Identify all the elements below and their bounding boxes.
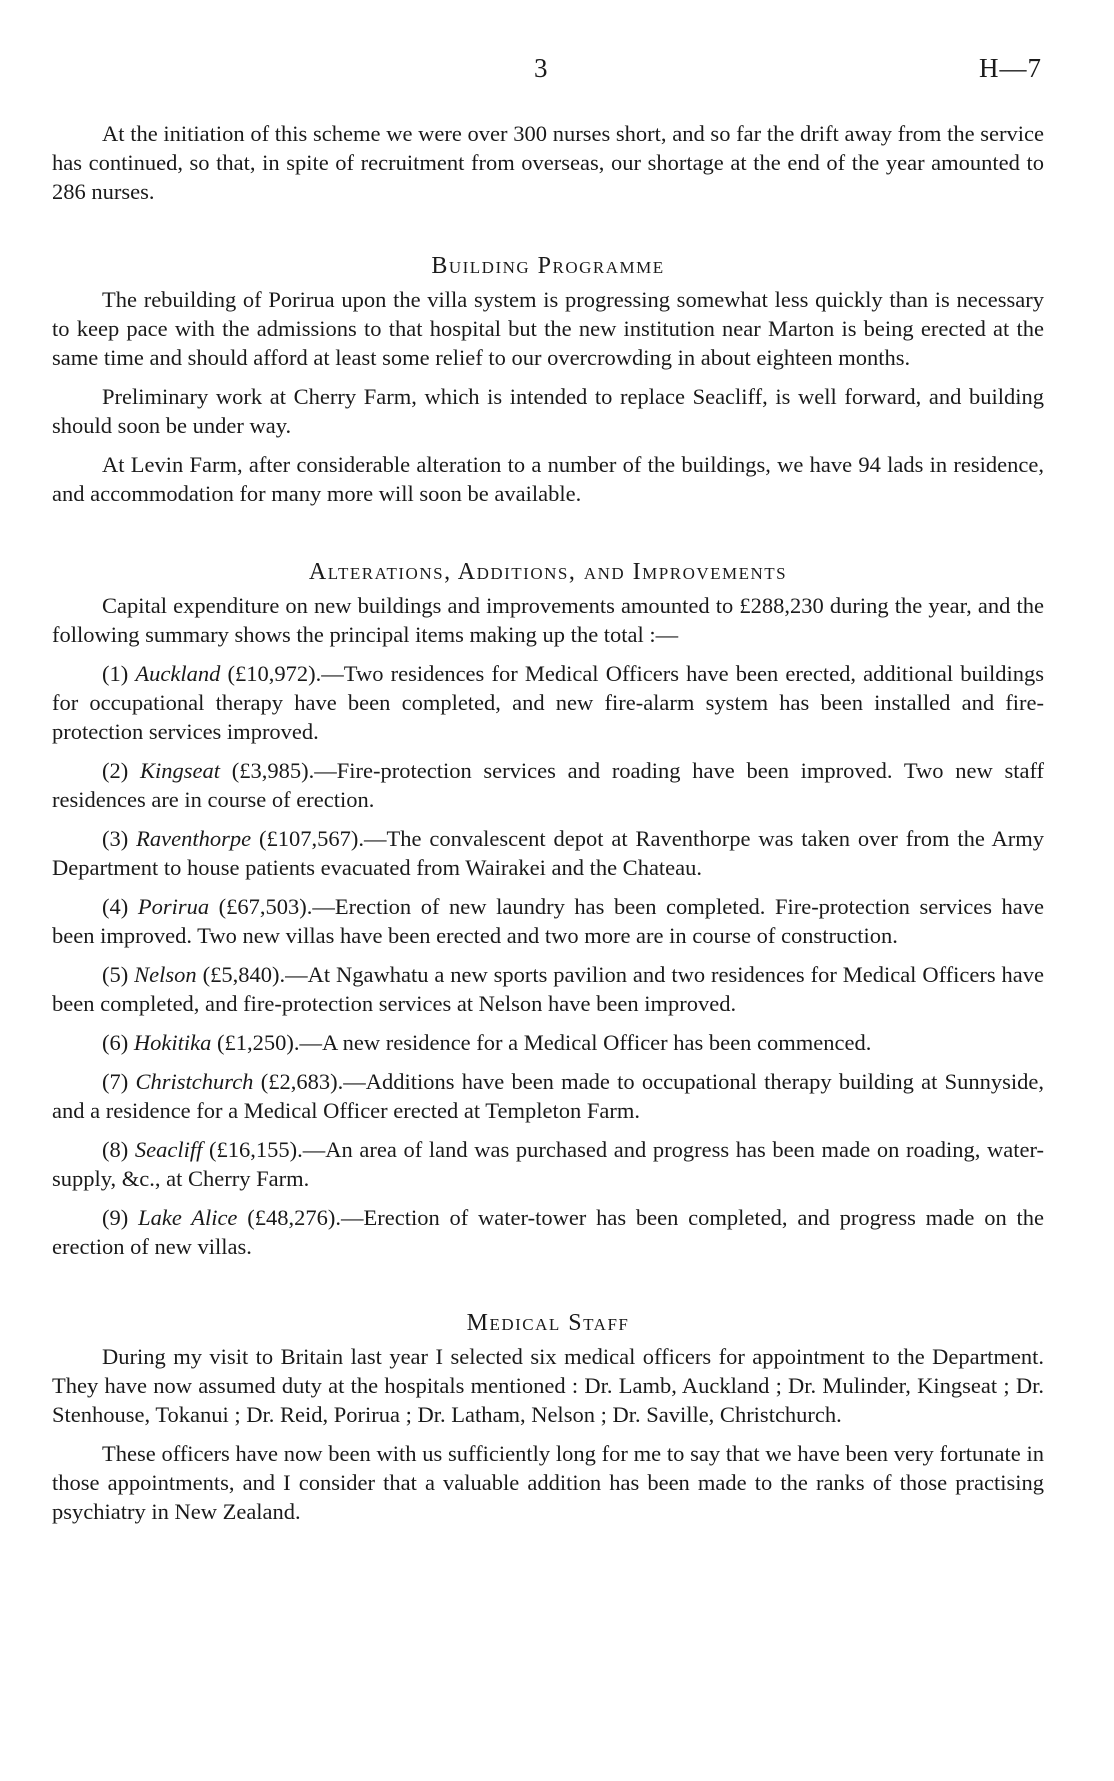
building-paragraph: At Levin Farm, after considerable alteration to a number of the buildings, we have 94 lads in residence, and accommodation for many more will soon be available. xyxy=(52,452,1044,506)
item-number: (5) xyxy=(102,962,129,987)
item-place: Kingseat xyxy=(139,758,220,783)
expenditure-item xyxy=(52,1203,1044,1261)
report-code: H—7 xyxy=(979,53,1042,83)
item-place: Christchurch xyxy=(135,1069,254,1094)
item-number: (6) xyxy=(102,1030,129,1055)
expenditure-item xyxy=(52,659,1044,746)
medical-staff-paragraph: During my visit to Britain last year I selected six medical officers for appointment to the Department. They have now assumed duty at the hospitals mentioned : Dr. Lamb, Auckland ; Dr. Mulinder, Kingseat ; Dr. Stenhouse, Tokanui ; Dr. Reid, Porirua ; Dr. Latham, Nelson ; Dr. Saville, Christchurch. xyxy=(52,1344,1044,1427)
expenditure-item xyxy=(52,1135,1044,1193)
item-amount: (£3,985). xyxy=(231,758,315,783)
item-number: (2) xyxy=(102,758,129,783)
item-amount: (£67,503). xyxy=(218,894,313,919)
item-text: —Additions have been made to occupational therapy building at Sunnyside, and a residence for a Medical Officer erected at Templeton Farm. xyxy=(52,1069,1045,1123)
item-number: (8) xyxy=(102,1137,129,1162)
item-number: (1) xyxy=(102,661,129,686)
item-text: —Erection of new laundry has been completed. Fire-protection services have been improved. Two new villas have been erected and two more are in course of construction. xyxy=(52,894,1044,948)
building-paragraph: The rebuilding of Porirua upon the villa system is progressing somewhat less quickly than is necessary to keep pace with the admissions to that hospital but the new institution near Marton is being erected at the same time and should afford at least some relief to our overcrowding in about eighteen months. xyxy=(52,287,1044,370)
item-text: —Fire-protection services and roading have been improved. Two new staff residences are in course of erection. xyxy=(52,758,1045,812)
item-amount: (£16,155). xyxy=(209,1137,303,1162)
item-text: —A new residence for a Medical Officer has been commenced. xyxy=(299,1030,872,1055)
item-amount: (£5,840). xyxy=(202,962,286,987)
expenditure-item xyxy=(52,1028,1044,1057)
item-number: (3) xyxy=(102,826,129,851)
expenditure-item xyxy=(52,960,1044,1018)
item-amount: (£48,276). xyxy=(247,1205,341,1230)
intro-paragraph: At the initiation of this scheme we were over 300 nurses short, and so far the drift away from the service has continued, so that, in spite of recruitment from overseas, our shortage at the end of the year amounted to 286 nurses. xyxy=(52,121,1044,204)
item-number: (4) xyxy=(102,894,129,919)
item-text: —Erection of water-tower has been completed, and progress made on the erection of new villas. xyxy=(52,1205,1044,1259)
item-place: Seacliff xyxy=(134,1137,203,1162)
item-amount: (£10,972). xyxy=(227,661,322,686)
building-programme-heading: Building Programme xyxy=(431,253,665,279)
medical-staff-heading: Medical Staff xyxy=(466,1310,630,1336)
expenditure-item xyxy=(52,892,1044,950)
item-amount: (£1,250). xyxy=(216,1030,300,1055)
item-place: Hokitika xyxy=(133,1030,212,1055)
item-text: —The convalescent depot at Raventhorpe was taken over from the Army Department to house patients evacuated from Wairakei and the Chateau. xyxy=(52,826,1045,880)
item-place: Lake Alice xyxy=(138,1205,238,1230)
alterations-intro: Capital expenditure on new buildings and improvements amounted to £288,230 during the year, and the following summary shows the principal items making up the total :— xyxy=(52,593,1044,647)
page-number: 3 xyxy=(534,53,548,83)
item-text: —An area of land was purchased and progress has been made on roading, water-supply, &c., at Cherry Farm. xyxy=(52,1137,1044,1191)
item-text: —Two residences for Medical Officers have been erected, additional buildings for occupational therapy have been completed, and new fire-alarm system has been installed and fire-protection services improved. xyxy=(52,661,1045,744)
item-place: Nelson xyxy=(134,962,197,987)
item-place: Auckland xyxy=(135,661,221,686)
item-number: (9) xyxy=(102,1205,129,1230)
expenditure-item xyxy=(52,824,1044,882)
building-paragraph: Preliminary work at Cherry Farm, which is intended to replace Seacliff, is well forward, and building should soon be under way. xyxy=(52,384,1044,438)
item-number: (7) xyxy=(102,1069,129,1094)
expenditure-item xyxy=(52,1067,1044,1125)
medical-staff-paragraph: These officers have now been with us sufficiently long for me to say that we have been very fortunate in those appointments, and I consider that a valuable addition has been made to the ranks of those practising psychiatry in New Zealand. xyxy=(52,1441,1044,1524)
expenditure-item xyxy=(52,756,1044,814)
item-text: —At Ngawhatu a new sports pavilion and two residences for Medical Officers have been completed, and fire-protection services at Nelson have been improved. xyxy=(52,962,1045,1016)
item-amount: (£107,567). xyxy=(259,826,365,851)
item-place: Raventhorpe xyxy=(136,826,252,851)
alterations-heading: Alterations, Additions, and Improvements xyxy=(308,559,788,585)
item-amount: (£2,683). xyxy=(260,1069,344,1094)
item-place: Porirua xyxy=(137,894,210,919)
page-content xyxy=(52,119,1044,1526)
